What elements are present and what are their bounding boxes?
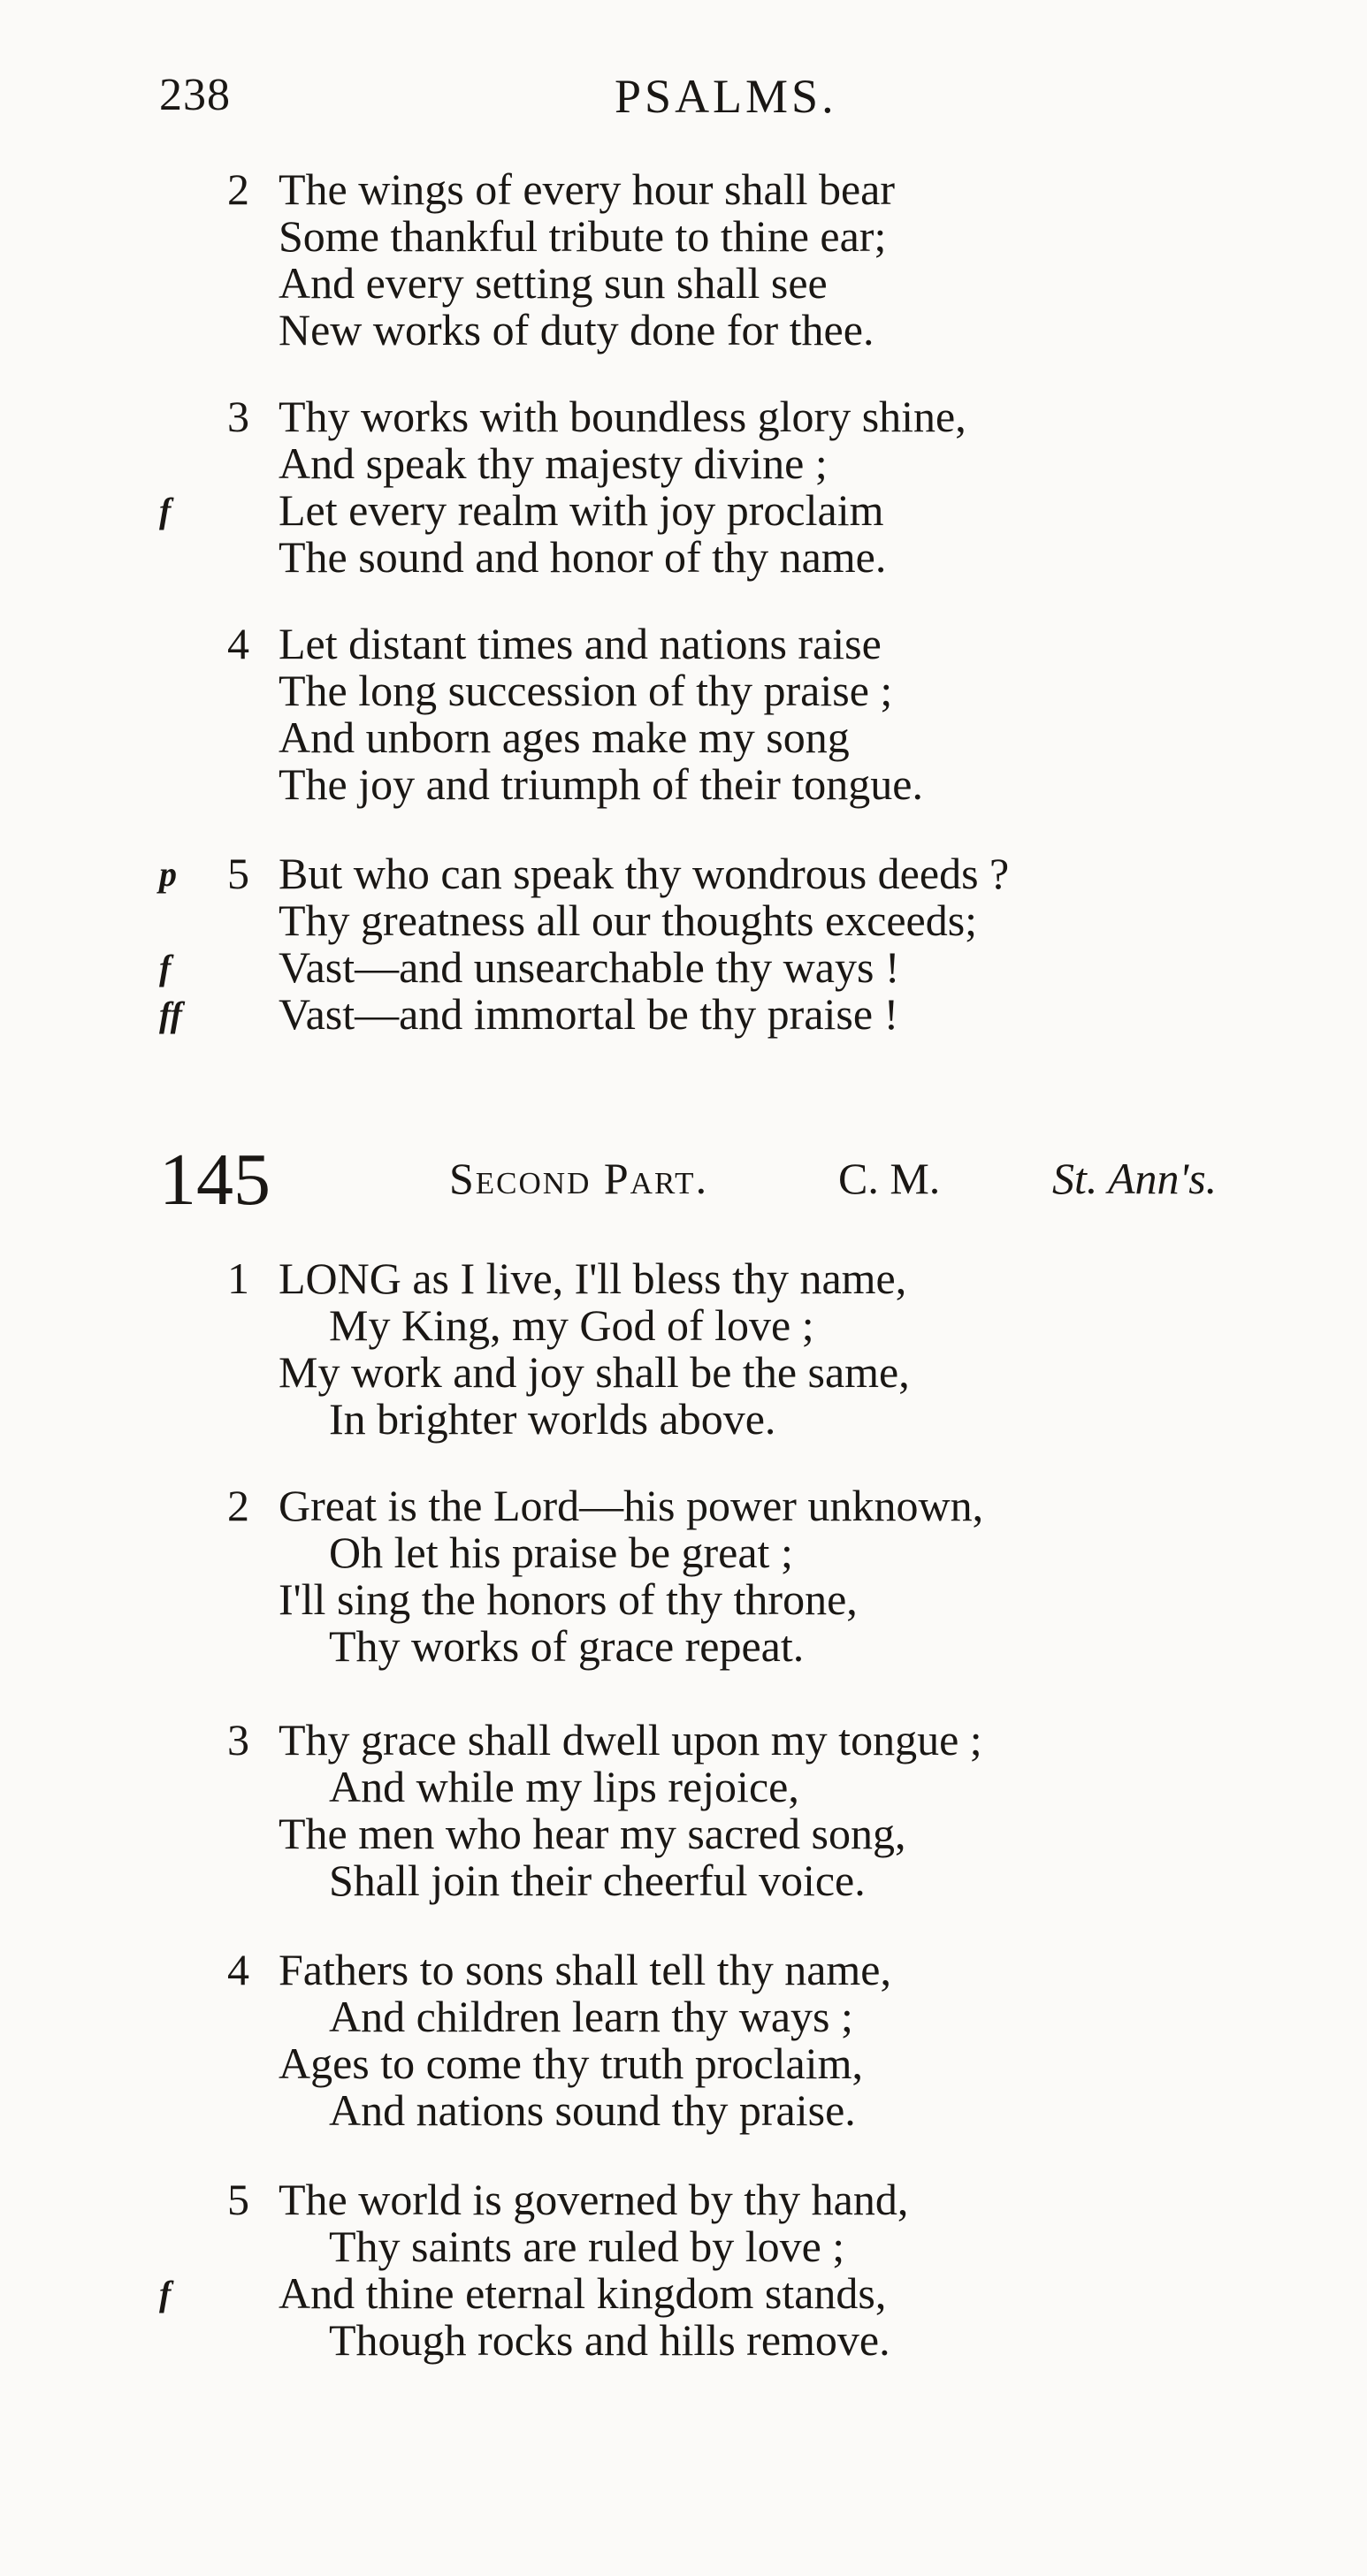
stanza-number: 3 xyxy=(227,1715,249,1764)
stanza-line xyxy=(0,897,1367,944)
stanza-line xyxy=(0,440,1367,487)
stanza-line xyxy=(0,1857,1367,1904)
stanza-line xyxy=(0,2176,1367,2223)
stanza-line xyxy=(0,2040,1367,2087)
verse-line: But who can speak thy wondrous deeds ? xyxy=(279,849,1010,898)
hymn-part: Second Part. xyxy=(449,1154,709,1203)
stanza-5 xyxy=(0,2176,1367,2364)
stanza-2 xyxy=(0,1482,1367,1670)
stanza-line xyxy=(0,1810,1367,1857)
stanza-line xyxy=(0,2087,1367,2134)
page-header xyxy=(159,69,1155,131)
hymn-tune: St. Ann's. xyxy=(1052,1154,1218,1203)
verse-line: The long succession of thy praise ; xyxy=(279,666,893,715)
verse-line: LONG as I live, I'll bless thy name, xyxy=(279,1254,907,1303)
stanza-2 xyxy=(0,166,1367,354)
verse-line: The sound and honor of thy name. xyxy=(279,532,887,582)
stanza-line xyxy=(0,850,1367,897)
stanza-line xyxy=(0,1764,1367,1810)
stanza-line xyxy=(0,621,1367,667)
stanza-number: 4 xyxy=(227,1945,249,1994)
stanza-line xyxy=(0,667,1367,714)
dynamic-marking: f xyxy=(159,2274,172,2313)
verse-line: The wings of every hour shall bear xyxy=(279,164,895,214)
verse-line: Thy works of grace repeat. xyxy=(329,1621,805,1671)
page-number: 238 xyxy=(159,70,231,120)
stanza-number: 5 xyxy=(227,2175,249,2224)
verse-line: Though rocks and hills remove. xyxy=(329,2315,890,2365)
stanza-line xyxy=(0,944,1367,991)
stanza-line xyxy=(0,260,1367,307)
stanza-line xyxy=(0,1396,1367,1443)
stanza-3 xyxy=(0,393,1367,581)
stanza-line xyxy=(0,2223,1367,2270)
stanza-line xyxy=(0,1576,1367,1623)
verse-line: I'll sing the honors of thy throne, xyxy=(279,1574,858,1624)
verse-line: The men who hear my sacred song, xyxy=(279,1809,906,1858)
stanza-line xyxy=(0,1623,1367,1670)
verse-line: Thy saints are ruled by love ; xyxy=(329,2222,845,2271)
dynamic-marking: f xyxy=(159,948,172,987)
verse-line: The world is governed by thy hand, xyxy=(279,2175,909,2224)
stanza-line xyxy=(0,991,1367,1038)
stanza-line xyxy=(0,714,1367,761)
verse-line: And children learn thy ways ; xyxy=(329,1992,853,2041)
stanza-line xyxy=(0,2270,1367,2317)
stanza-line xyxy=(0,487,1367,534)
verse-line: And nations sound thy praise. xyxy=(329,2085,856,2135)
dynamic-marking: p xyxy=(159,854,177,894)
stanza-line xyxy=(0,1529,1367,1576)
verse-line: In brighter worlds above. xyxy=(329,1394,776,1444)
verse-line: Vast—and immortal be thy praise ! xyxy=(279,989,899,1039)
hymn-meter: C. M. xyxy=(838,1154,941,1203)
verse-line: Ages to come thy truth proclaim, xyxy=(279,2039,863,2088)
stanza-line xyxy=(0,1947,1367,1993)
verse-line: And speak thy majesty divine ; xyxy=(279,438,828,488)
verse-line: New works of duty done for thee. xyxy=(279,305,874,354)
verse-line: And unborn ages make my song xyxy=(279,713,850,762)
verse-line: My King, my God of love ; xyxy=(329,1300,814,1350)
stanza-4 xyxy=(0,1947,1367,2134)
stanza-line xyxy=(0,1302,1367,1349)
running-title: PSALMS. xyxy=(615,70,837,123)
verse-line: My work and joy shall be the same, xyxy=(279,1347,910,1397)
verse-line: Thy grace shall dwell upon my tongue ; xyxy=(279,1715,982,1764)
stanza-5 xyxy=(0,850,1367,1038)
hymn-number: 145 xyxy=(159,1139,271,1221)
stanza-line xyxy=(0,213,1367,260)
stanza-line xyxy=(0,534,1367,581)
verse-line: The joy and triumph of their tongue. xyxy=(279,759,924,809)
stanza-number: 3 xyxy=(227,392,249,441)
verse-line: Thy greatness all our thoughts exceeds; xyxy=(279,896,978,945)
verse-line: Shall join their cheerful voice. xyxy=(329,1856,866,1905)
stanza-line xyxy=(0,307,1367,354)
verse-line: Great is the Lord—his power unknown, xyxy=(279,1481,984,1530)
verse-line: Oh let his praise be great ; xyxy=(329,1528,793,1577)
stanza-number: 4 xyxy=(227,619,249,668)
verse-line: Fathers to sons shall tell thy name, xyxy=(279,1945,891,1994)
stanza-line xyxy=(0,166,1367,213)
hymn-heading xyxy=(159,1140,1309,1220)
stanza-line xyxy=(0,393,1367,440)
stanza-1 xyxy=(0,1255,1367,1443)
stanza-number: 1 xyxy=(227,1254,249,1303)
stanza-line xyxy=(0,1255,1367,1302)
dynamic-marking: ff xyxy=(159,995,182,1034)
stanza-4 xyxy=(0,621,1367,808)
verse-line: Vast—and unsearchable thy ways ! xyxy=(279,942,900,992)
stanza-line xyxy=(0,1482,1367,1529)
stanza-line xyxy=(0,1993,1367,2040)
stanza-line xyxy=(0,1717,1367,1764)
verse-line: Let every realm with joy proclaim xyxy=(279,485,884,535)
verse-line: Let distant times and nations raise xyxy=(279,619,882,668)
stanza-line xyxy=(0,2317,1367,2364)
stanza-number: 2 xyxy=(227,1481,249,1530)
verse-line: And thine eternal kingdom stands, xyxy=(279,2268,887,2318)
stanza-number: 5 xyxy=(227,849,249,898)
dynamic-marking: f xyxy=(159,491,172,530)
stanza-3 xyxy=(0,1717,1367,1904)
stanza-line xyxy=(0,1349,1367,1396)
stanza-line xyxy=(0,761,1367,808)
verse-line: And every setting sun shall see xyxy=(279,258,828,308)
verse-line: Thy works with boundless glory shine, xyxy=(279,392,966,441)
stanza-number: 2 xyxy=(227,164,249,214)
verse-line: Some thankful tribute to thine ear; xyxy=(279,211,887,261)
verse-line: And while my lips rejoice, xyxy=(329,1762,799,1811)
